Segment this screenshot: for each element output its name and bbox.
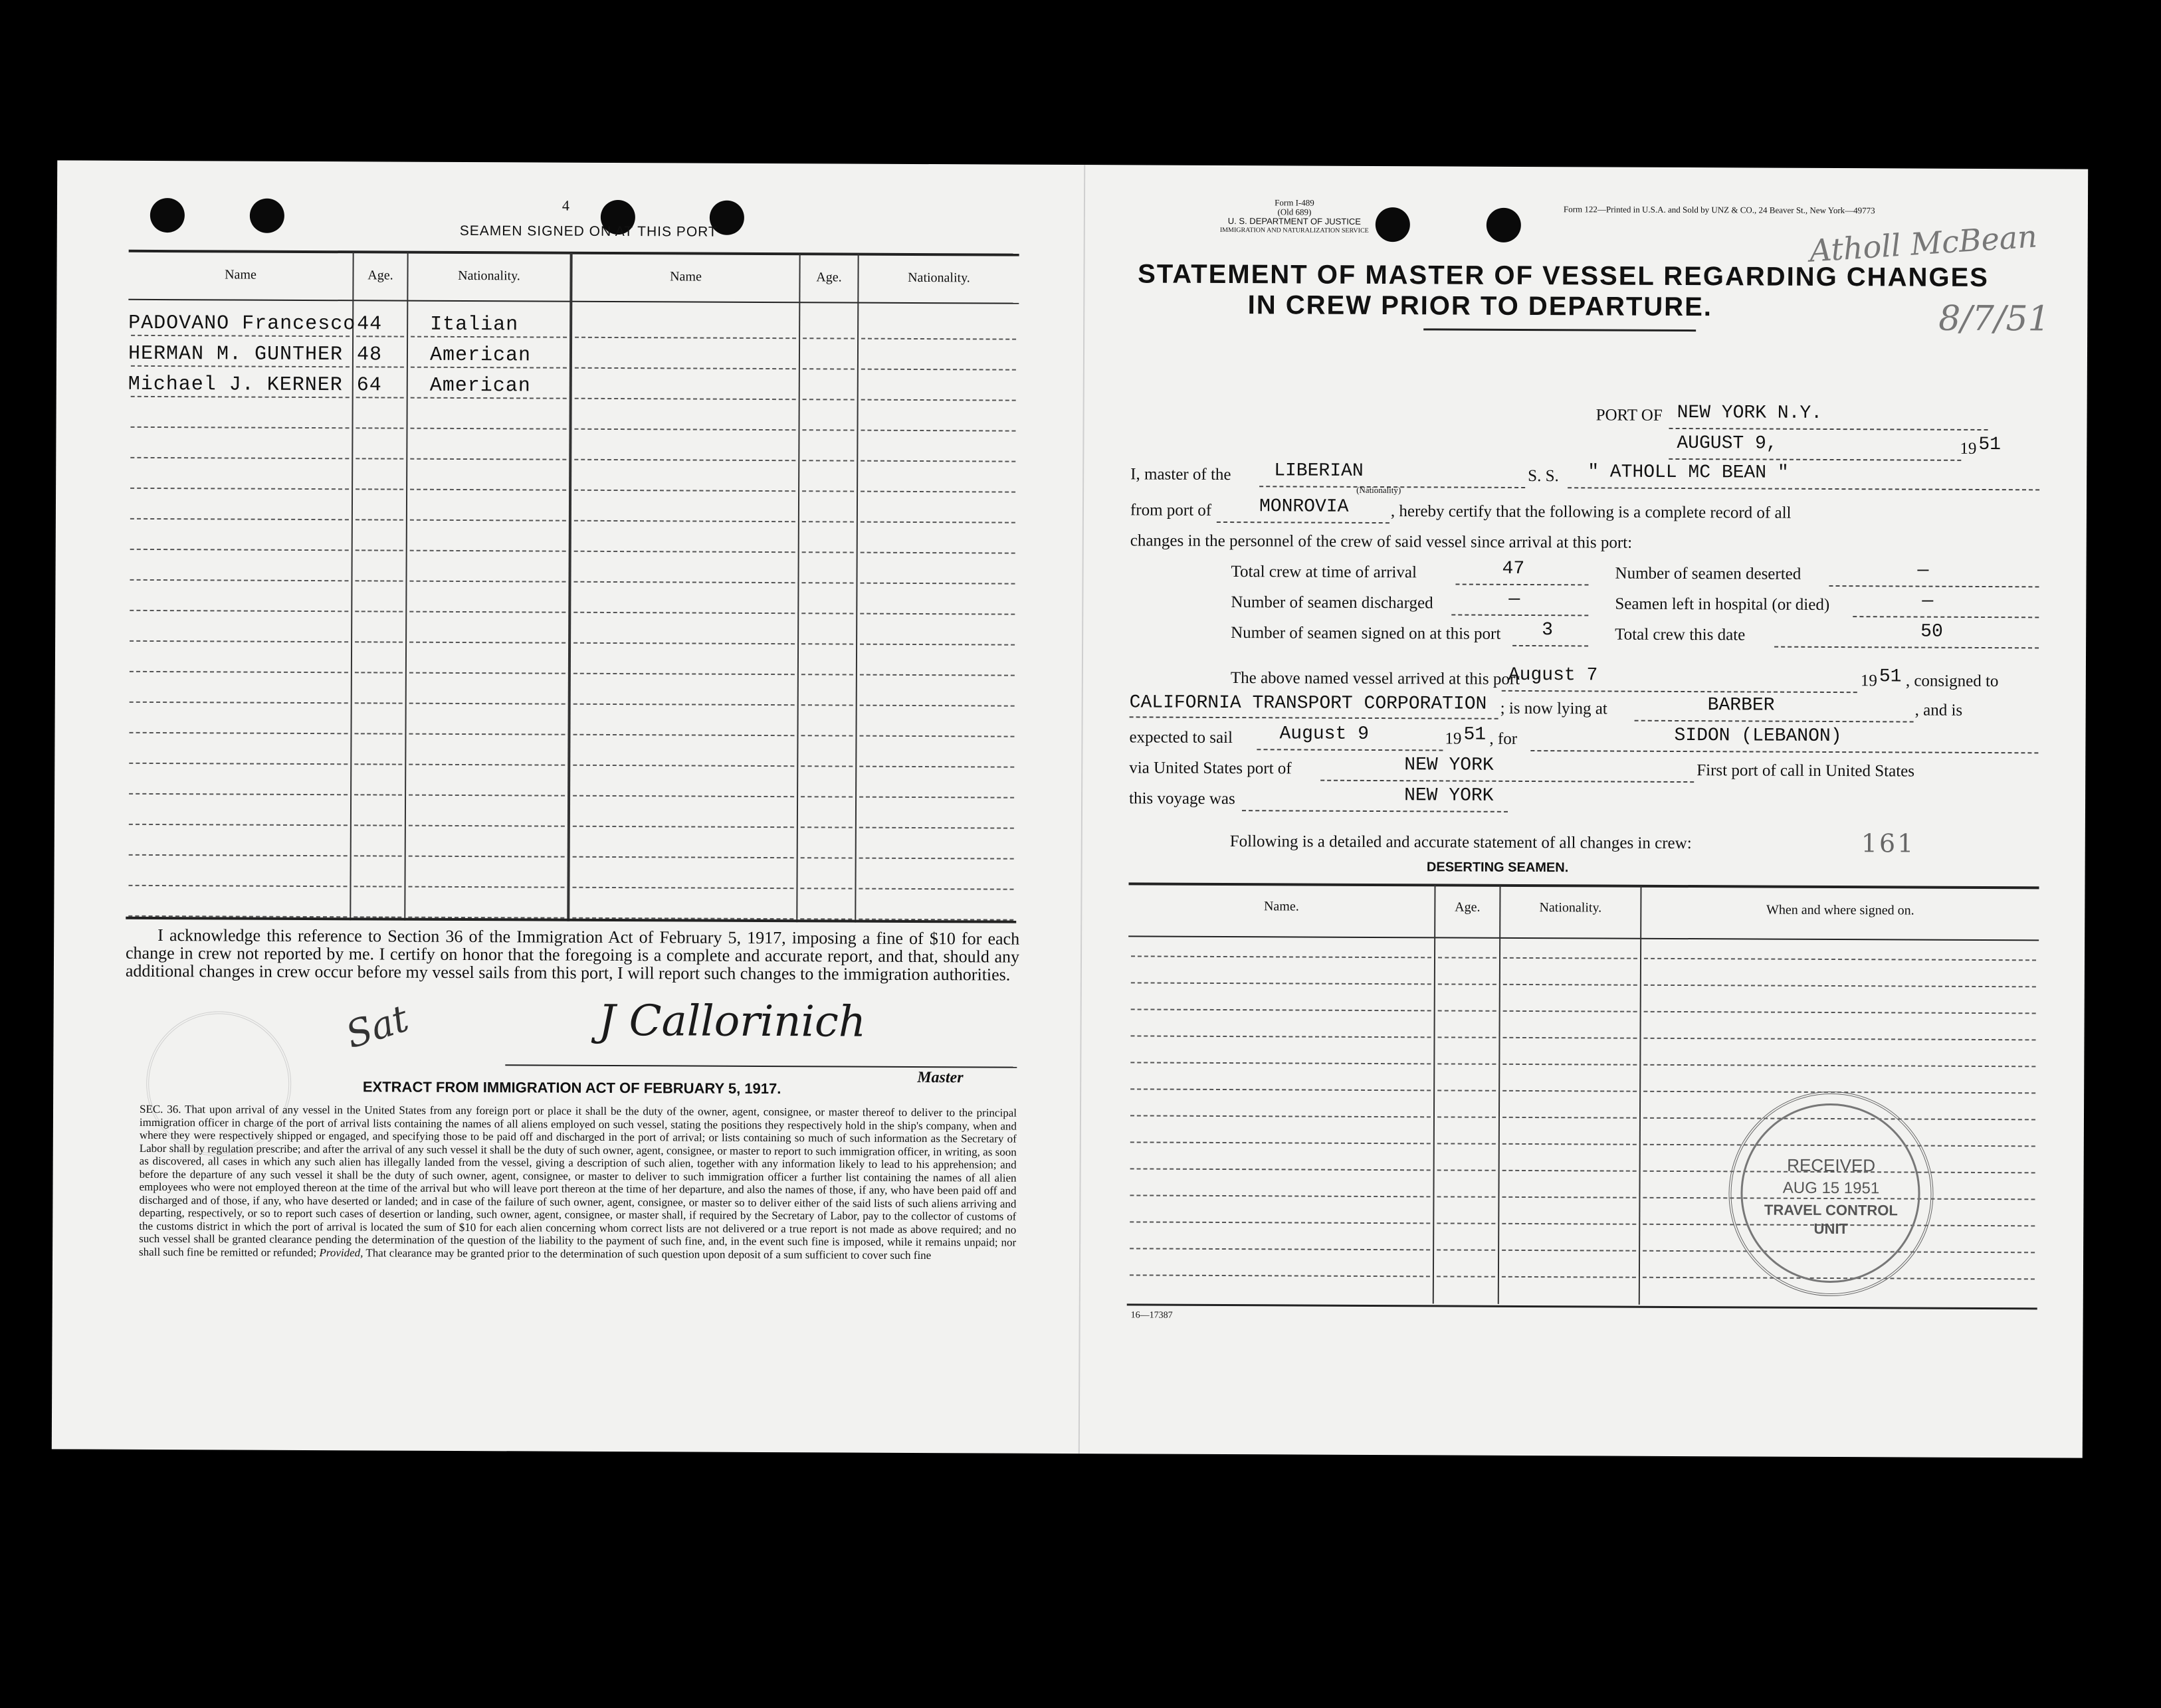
- ruled-line: [1503, 1037, 1637, 1039]
- destination-value: SIDON (LEBANON): [1674, 725, 1842, 747]
- ruled-line: [1502, 1090, 1637, 1092]
- ruled-line: [574, 490, 795, 492]
- from-port-fill-line: [1217, 522, 1389, 523]
- ruled-line: [355, 702, 403, 704]
- via-value: NEW YORK: [1404, 755, 1494, 776]
- deserting-col-divider: [1433, 885, 1436, 1303]
- ruled-line: [574, 520, 795, 522]
- port-fill-line: [1669, 428, 1988, 430]
- ruled-line: [408, 886, 564, 888]
- ruled-line: [131, 396, 350, 398]
- extract-section-label: SEC. 36.: [139, 1102, 181, 1116]
- stamp-unit-line2: UNIT: [1813, 1220, 1848, 1238]
- deserted-value: —: [1917, 560, 1929, 581]
- deserting-ruled-lines: [1085, 165, 2088, 169]
- col-header-age: Age.: [367, 268, 393, 283]
- ruled-line: [1438, 1036, 1496, 1038]
- form-number: Form I-489: [1275, 197, 1314, 208]
- document-scan: [52, 160, 2088, 1458]
- ruled-line: [859, 797, 1014, 799]
- deserting-table-bottom: [1127, 1303, 2037, 1309]
- ruled-line: [409, 642, 566, 644]
- ruled-line: [801, 826, 853, 828]
- ruled-line: [1503, 984, 1637, 986]
- master-signature: J Callorinich: [598, 996, 867, 1047]
- ruled-line: [574, 459, 795, 461]
- ruled-line: [356, 397, 404, 398]
- punch-hole: [250, 199, 284, 233]
- ruled-line: [573, 795, 794, 797]
- ruled-line: [1130, 1088, 1431, 1091]
- ruled-line: [354, 733, 402, 734]
- stat-fill-line: [1455, 584, 1588, 586]
- service-name: IMMIGRATION AND NATURALIZATION SERVICE: [1219, 226, 1369, 235]
- port-label: PORT OF: [1595, 406, 1663, 425]
- ruled-line: [1502, 1117, 1637, 1119]
- ruled-line: [801, 765, 853, 767]
- discharged-label: Number of seamen discharged: [1231, 593, 1433, 613]
- year-prefix: 19: [1960, 439, 1977, 458]
- expected-label: expected to sail: [1129, 728, 1233, 747]
- vessel-fill-line: [1568, 487, 2039, 490]
- year-value: 51: [1978, 434, 2002, 456]
- ruled-line: [802, 551, 854, 553]
- ruled-line: [356, 549, 403, 551]
- ruled-line: [573, 581, 795, 583]
- ruled-line: [130, 427, 349, 428]
- ruled-line: [573, 612, 795, 614]
- ruled-line: [861, 460, 1015, 462]
- ruled-line: [801, 582, 853, 583]
- ruled-line: [1437, 1063, 1496, 1064]
- ruled-line: [1130, 1168, 1431, 1171]
- deserting-col-divider: [1639, 886, 1642, 1305]
- ruled-line: [356, 427, 403, 428]
- ruled-line: [409, 672, 566, 674]
- nationality-caption: (Nationality): [1356, 484, 1401, 496]
- expected-year: 51: [1463, 724, 1487, 745]
- ruled-line: [859, 735, 1014, 737]
- date-value: AUGUST 9,: [1677, 432, 1778, 454]
- col-header-nationality: Nationality.: [908, 270, 970, 286]
- stamp-date: AUG 15 1951: [1782, 1179, 1880, 1198]
- col-divider: [855, 254, 859, 923]
- ruled-line: [410, 520, 566, 522]
- via-fill-line: [1320, 780, 1694, 783]
- ruled-line: [575, 337, 796, 339]
- ruled-line: [861, 369, 1016, 371]
- stamp-received-label: RECEIVED: [1787, 1155, 1876, 1176]
- signed-on-value: 3: [1542, 620, 1554, 641]
- total-crew-arrival-value: 47: [1502, 558, 1525, 579]
- ruled-line: [409, 795, 565, 797]
- ruled-line: [573, 826, 794, 828]
- ruled-line: [128, 885, 347, 887]
- stat-fill-line: [1512, 645, 1588, 646]
- ruled-line: [130, 457, 349, 459]
- ruled-line: [409, 581, 566, 583]
- ruled-line: [1130, 1194, 1430, 1197]
- ruled-line: [1502, 1276, 1636, 1278]
- arrived-label: The above named vessel arrived at this port: [1230, 669, 1520, 688]
- ruled-line: [861, 399, 1016, 401]
- ruled-line: [409, 764, 565, 766]
- stamped-number: 161: [1861, 828, 1916, 858]
- ruled-line: [130, 518, 349, 520]
- ruled-line: [861, 522, 1015, 523]
- ruled-line: [1130, 1141, 1431, 1144]
- ruled-line: [129, 854, 348, 856]
- seamen-signed-heading: SEAMEN SIGNED ON AT THIS PORT: [459, 223, 718, 240]
- extract-proviso-label: Provided,: [319, 1246, 363, 1259]
- ruled-line: [1130, 1115, 1431, 1117]
- ruled-line: [130, 579, 348, 581]
- ruled-line: [131, 365, 350, 367]
- ruled-line: [802, 429, 854, 430]
- acknowledgement-text: I acknowledge this reference to Section 36 of the Immigration Act of February 5, 1917, imposing a fine of $10 for each change in crew not reported by me. I certify on honor that the foregoing is a complete and accurate report, and that, should any additional changes in crew occur before my vessel sails from this port, I will report such changes to the immigration authorities.: [125, 925, 1020, 985]
- ruled-line: [356, 458, 403, 459]
- ruled-line: [1502, 1196, 1636, 1198]
- signature-line: [505, 1064, 1017, 1068]
- page-number: 4: [562, 197, 570, 214]
- title-underline: [1423, 328, 1696, 332]
- ruled-line: [1437, 1090, 1496, 1091]
- destination-fill-line: [1530, 750, 2038, 753]
- ruled-lines: [57, 160, 1080, 165]
- ruled-line: [356, 488, 403, 490]
- right-page: [1079, 165, 2088, 1458]
- arrived-value: August 7: [1508, 664, 1598, 686]
- port-value: NEW YORK N.Y.: [1677, 402, 1823, 424]
- discharged-value: —: [1508, 589, 1520, 610]
- extract-proviso: That clearance may be granted prior to the determination of such question upon deposit of a sum sufficient to cover such fine: [365, 1246, 932, 1262]
- date-fill-line: [1669, 458, 1961, 461]
- ruled-line: [1437, 1143, 1496, 1144]
- extract-title: EXTRACT FROM IMMIGRATION ACT OF FEBRUARY 5, 1917.: [362, 1078, 781, 1097]
- ruled-line: [130, 671, 348, 673]
- ruled-line: [1131, 982, 1431, 985]
- signed-on-label: Number of seamen signed on at this port: [1231, 624, 1501, 643]
- table-row-nationality: American: [429, 374, 531, 398]
- received-stamp: [1728, 1091, 1934, 1296]
- total-crew-date-label: Total crew this date: [1615, 625, 1746, 644]
- handwritten-date: 8/7/51: [1938, 298, 2050, 339]
- certify-text: , hereby certify that the following is a complete record of all: [1390, 502, 1792, 522]
- ruled-line: [409, 703, 566, 705]
- ruled-line: [1502, 1143, 1637, 1145]
- total-crew-date-value: 50: [1920, 621, 1943, 642]
- ruled-line: [861, 491, 1015, 493]
- ruled-line: [1131, 955, 1431, 958]
- ruled-line: [859, 858, 1014, 860]
- ruled-line: [1502, 1064, 1637, 1066]
- via-label: via United States port of: [1129, 759, 1292, 778]
- ruled-line: [409, 733, 565, 735]
- ruled-line: [861, 338, 1016, 340]
- ruled-line: [802, 460, 854, 461]
- ruled-line: [573, 765, 794, 767]
- arrived-year: 51: [1879, 666, 1902, 688]
- expected-value: August 9: [1279, 723, 1369, 745]
- ruled-line: [803, 368, 855, 369]
- ruled-line: [801, 674, 853, 675]
- ruled-line: [1437, 1222, 1495, 1224]
- lying-value: BARBER: [1707, 695, 1775, 716]
- table-row-age: 64: [356, 374, 382, 397]
- ruled-line: [130, 610, 348, 612]
- ruled-line: [1131, 1008, 1431, 1011]
- ruled-line: [1502, 1170, 1637, 1172]
- ruled-line: [801, 613, 853, 614]
- extract-text: [139, 1103, 1017, 1262]
- ruled-line: [1503, 1010, 1637, 1012]
- lying-label: ; is now lying at: [1500, 699, 1607, 718]
- for-label: , for: [1489, 729, 1518, 748]
- department-name: U. S. DEPARTMENT OF JUSTICE: [1227, 216, 1361, 227]
- first-port-label: First port of call in United States: [1697, 761, 1915, 781]
- ruled-line: [129, 793, 348, 795]
- stat-fill-line: [1853, 616, 2039, 618]
- ruled-line: [803, 337, 855, 339]
- ruled-line: [1130, 1062, 1431, 1064]
- ruled-line: [1437, 1276, 1495, 1277]
- ruled-line: [356, 335, 404, 337]
- ruled-line: [1644, 1011, 2036, 1014]
- voyage-label: this voyage was: [1129, 789, 1235, 808]
- ruled-line: [1437, 1116, 1496, 1117]
- total-crew-arrival-label: Total crew at time of arrival: [1231, 563, 1417, 582]
- changes-text: changes in the personnel of the crew of said vessel since arrival at this port:: [1130, 531, 1633, 552]
- ruled-line: [1643, 1038, 2035, 1041]
- ruled-line: [1130, 1248, 1430, 1250]
- table-top-rule: [129, 250, 1019, 256]
- stat-fill-line: [1774, 646, 2039, 649]
- table-row-age: 44: [357, 313, 383, 336]
- left-page: [52, 160, 1080, 1454]
- ruled-line: [1502, 1250, 1636, 1252]
- ruled-line: [411, 336, 567, 338]
- ruled-line: [1643, 1064, 2035, 1068]
- ruled-line: [573, 856, 794, 858]
- table-row-nationality: Italian: [430, 313, 519, 337]
- master-label: Master: [917, 1069, 964, 1087]
- ruled-line: [409, 825, 565, 827]
- table-row-name: Michael J. KERNER: [128, 373, 343, 397]
- table-row-nationality: American: [429, 343, 532, 367]
- ruled-line: [860, 644, 1015, 646]
- ruled-line: [859, 766, 1014, 768]
- deserting-header-rule: [1128, 935, 2039, 941]
- arrived-year-prefix: 19: [1860, 672, 1877, 690]
- ruled-line: [1644, 985, 2036, 988]
- ruled-line: [1437, 1169, 1496, 1171]
- ruled-line: [860, 705, 1015, 707]
- deserted-label: Number of seamen deserted: [1615, 564, 1801, 583]
- stamp-unit-line1: TRAVEL CONTROL: [1764, 1201, 1898, 1219]
- ruled-line: [860, 674, 1015, 676]
- ruled-line: [1503, 957, 1637, 959]
- ruled-line: [574, 428, 795, 430]
- col-header-name: Name: [225, 267, 257, 282]
- ruled-line: [410, 458, 566, 460]
- ruled-line: [354, 824, 402, 826]
- ruled-line: [573, 642, 795, 644]
- col-divider: [404, 252, 408, 921]
- ruled-line: [355, 672, 403, 673]
- from-port-label: from port of: [1130, 501, 1212, 520]
- ruled-line: [861, 430, 1015, 432]
- lying-fill-line: [1635, 720, 1914, 723]
- deserting-heading: DESERTING SEAMEN.: [1426, 860, 1569, 876]
- ruled-line: [572, 887, 793, 889]
- footer-code: 16—17387: [1130, 1310, 1173, 1321]
- stat-fill-line: [1451, 615, 1588, 617]
- ss-label: S. S.: [1528, 467, 1559, 486]
- ruled-line: [411, 367, 567, 369]
- ruled-line: [131, 335, 350, 337]
- consignee-fill-line: [1130, 716, 1498, 719]
- arrived-fill-line: [1502, 690, 1857, 693]
- ruled-line: [801, 704, 853, 706]
- and-is-label: , and is: [1914, 701, 1963, 719]
- ruled-line: [1438, 983, 1496, 985]
- ruled-line: [575, 367, 796, 369]
- hospital-value: —: [1922, 591, 1934, 612]
- voyage-fill-line: [1242, 810, 1508, 812]
- form-old-number: (Old 689): [1277, 207, 1312, 217]
- ruled-line: [801, 735, 853, 736]
- ruled-line: [574, 551, 795, 553]
- ruled-line: [1130, 1274, 1430, 1277]
- hospital-label: Seamen left in hospital (or died): [1615, 595, 1830, 614]
- col-header-name: Name: [670, 269, 702, 284]
- ruled-line: [1130, 1221, 1430, 1224]
- ruled-line: [409, 856, 565, 858]
- ruled-line: [1437, 1196, 1495, 1197]
- ruled-line: [354, 794, 402, 795]
- ruled-line: [409, 611, 566, 613]
- ruled-line: [130, 640, 348, 642]
- col-divider: [350, 252, 354, 920]
- nationality-value: LIBERIAN: [1274, 460, 1364, 482]
- ruled-line: [801, 796, 853, 797]
- punch-hole: [1487, 208, 1521, 242]
- voyage-value: NEW YORK: [1404, 785, 1494, 807]
- following-text: Following is a detailed and accurate statement of all changes in crew:: [1229, 832, 1692, 853]
- ruled-line: [354, 763, 402, 765]
- ruled-line: [803, 399, 855, 400]
- ruled-line: [410, 489, 566, 491]
- consigned-label: , consigned to: [1905, 672, 1999, 691]
- ruled-line: [355, 580, 403, 581]
- col-divider: [567, 253, 572, 921]
- ruled-line: [411, 397, 567, 399]
- ruled-line: [860, 583, 1015, 585]
- ruled-line: [861, 552, 1015, 554]
- col-divider: [796, 254, 800, 922]
- ruled-line: [354, 886, 401, 887]
- from-port-value: MONROVIA: [1259, 496, 1349, 518]
- ruled-line: [1438, 1010, 1496, 1011]
- deserting-col-age: Age.: [1455, 900, 1481, 915]
- table-row-name: PADOVANO Francesco: [128, 312, 356, 336]
- ruled-line: [356, 366, 404, 367]
- ruled-line: [1438, 957, 1496, 958]
- stat-fill-line: [1829, 585, 2039, 587]
- ruled-line: [129, 732, 348, 734]
- table-bottom-rule: [126, 917, 1016, 923]
- ruled-line: [801, 643, 853, 644]
- vessel-name: " ATHOLL MC BEAN ": [1588, 462, 1789, 484]
- col-header-nationality: Nationality.: [458, 268, 520, 284]
- ruled-line: [575, 398, 796, 400]
- ruled-line: [802, 490, 854, 492]
- ruled-line: [356, 519, 403, 520]
- ruled-line: [410, 550, 566, 552]
- ruled-line: [859, 827, 1014, 829]
- ruled-line: [355, 641, 403, 642]
- ruled-line: [1502, 1223, 1636, 1225]
- ruled-line: [355, 611, 403, 612]
- ruled-line: [129, 824, 348, 826]
- ruled-line: [800, 888, 852, 889]
- deserting-table-top: [1129, 882, 2039, 889]
- col-header-age: Age.: [816, 270, 842, 285]
- ruled-line: [410, 428, 566, 430]
- deserting-col-nationality: Nationality.: [1539, 900, 1602, 915]
- form-title-line1: STATEMENT OF MASTER OF VESSEL REGARDING CHANGES: [1138, 259, 1989, 293]
- ruled-line: [1131, 1035, 1431, 1038]
- form-title-line2: IN CREW PRIOR TO DEPARTURE.: [1247, 290, 1713, 322]
- expected-fill-line: [1257, 749, 1443, 751]
- expected-year-prefix: 19: [1445, 729, 1462, 748]
- extract-body: That upon arrival of any vessel in the United States from any foreign port or place it shall be the duty of the owner, agent, consignee, or master thereof to deliver to the principal immigration officer in charge of the port of arrival lists containing the names of all aliens employed on such vessel, stating the positions they respectively hold in the ship's company, when and where they were respectively shipped or engaged, and specifying those to be paid off and discharged in the port of arrival; or lists containing so much of such information as the Secretary of Labor shall by regulation prescribe; and after the arrival of any such vessel it shall be the duty of such owner, agent, consignee, or master to report to such immigration officer, in writing, as soon as discovered, all cases in which any such alien has illegally landed from the vessel, giving a description of such alien, together with any information likely to lead to his apprehension; and before the departure of any such vessel it shall be the duty of such owner, agent, consignee, or master to deliver to such immigration officer a further list containing the names of all alien employees who were not employed thereon at the time of the arrival but who will leave port thereon at the time of her departure, and also the names of those, if any, who have been paid off and discharged and of those, if any, who have deserted or landed; and in case of the failure of such owner, agent, consignee, or master so to deliver either of the said lists of such aliens arriving and departing, respectively, or so to report such cases of desertion or landing, such owner, agent, consignee, or master shall, if required by the Secretary of Labor, pay to the collector of customs of the customs district in which the port of arrival is located the sum of $10 for each alien concerning whom correct lists are not delivered or a true report is not made as above required; and no such vessel shall be granted clearance pending the determination of the question of the liability to the payment of such fine, and, in the event such fine is imposed, while it remains unpaid; nor shall such fine be remitted or refunded;: [139, 1103, 1017, 1259]
- consignee-value: CALIFORNIA TRANSPORT CORPORATION: [1129, 692, 1487, 715]
- ruled-line: [859, 888, 1013, 890]
- master-of-label: I, master of the: [1130, 465, 1231, 484]
- table-row-name: HERMAN M. GUNTHER: [128, 342, 344, 367]
- deserting-col-name: Name.: [1263, 899, 1299, 914]
- punch-hole: [150, 198, 185, 233]
- initials-signature: Sat: [340, 996, 414, 1058]
- ruled-line: [860, 613, 1015, 615]
- ruled-line: [802, 521, 854, 522]
- ruled-line: [130, 702, 348, 704]
- handwritten-vessel-note: Atholl McBean: [1808, 218, 2039, 269]
- deserting-col-divider: [1498, 886, 1501, 1304]
- ruled-line: [573, 704, 795, 706]
- ruled-line: [801, 857, 853, 858]
- ruled-line: [130, 488, 349, 490]
- ruled-line: [1437, 1249, 1495, 1250]
- deserting-col-signed-on: When and where signed on.: [1766, 902, 1914, 918]
- table-header-rule: [128, 299, 1019, 304]
- ruled-line: [573, 734, 794, 736]
- table-row-age: 48: [356, 343, 383, 367]
- ruled-line: [1644, 958, 2036, 961]
- ruled-line: [354, 855, 402, 856]
- ruled-line: [129, 763, 348, 765]
- printer-note: Form 122—Printed in U.S.A. and Sold by UNZ & CO., 24 Beaver St., New York—49773: [1563, 204, 1875, 216]
- ruled-line: [130, 549, 349, 551]
- ruled-line: [573, 673, 795, 675]
